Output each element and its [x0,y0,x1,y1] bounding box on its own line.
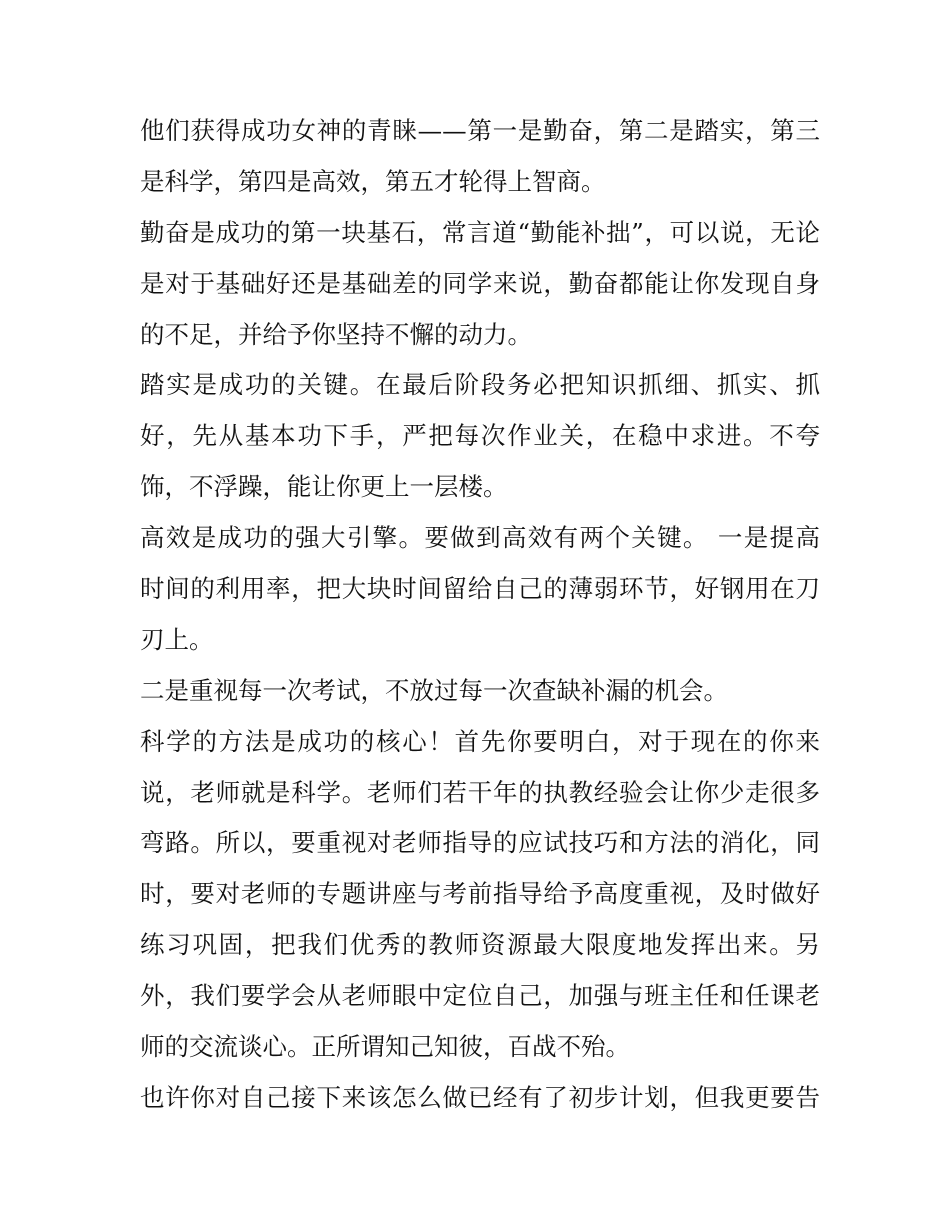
text-line: 是科学，第四是高效，第五才轮得上智商。 [140,166,606,196]
text-line: 时间的利用率，把大块时间留给自己的薄弱环节，好钢用在刀 [140,574,820,604]
text-line: 二是重视每一次考试，不放过每一次查缺补漏的机会。 [140,675,728,705]
text-line: 的不足，并给予你坚持不懈的动力。 [140,319,532,349]
text-line: 科学的方法是成功的核心！首先你要明白，对于现在的你来 [140,726,820,756]
text-line: 饰，不浮躁，能让你更上一层楼。 [140,472,508,502]
text-line: 师的交流谈心。正所谓知己知彼，百战不殆。 [140,1032,630,1062]
text-line: 踏实是成功的关键。在最后阶段务必把知识抓细、抓实、抓 [140,370,820,400]
text-line: 外，我们要学会从老师眼中定位自己，加强与班主任和任课老 [140,981,820,1011]
text-line: 弯路。所以，要重视对老师指导的应试技巧和方法的消化，同 [140,828,820,858]
text-line: 练习巩固，把我们优秀的教师资源最大限度地发挥出来。另 [140,930,820,960]
text-line: 高效是成功的强大引擎。要做到高效有两个关键。 一是提高 [140,523,820,553]
text-line: 好，先从基本功下手，严把每次作业关，在稳中求进。不夸 [140,421,820,451]
text-line: 他们获得成功女神的青睐——第一是勤奋，第二是踏实，第三 [140,116,820,145]
text-line: 勤奋是成功的第一块基石，常言道“勤能补拙”，可以说，无论 [140,217,820,247]
text-line: 说，老师就是科学。老师们若干年的执教经验会让你少走很多 [140,777,820,807]
text-line: 时，要对老师的专题讲座与考前指导给予高度重视，及时做好 [140,879,820,909]
text-line: 是对于基础好还是基础差的同学来说，勤奋都能让你发现自身 [140,268,820,298]
text-line: 也许你对自己接下来该怎么做已经有了初步计划，但我更要告 [140,1082,820,1112]
body-text [140,106,820,1124]
text-line: 刃上。 [140,624,214,654]
